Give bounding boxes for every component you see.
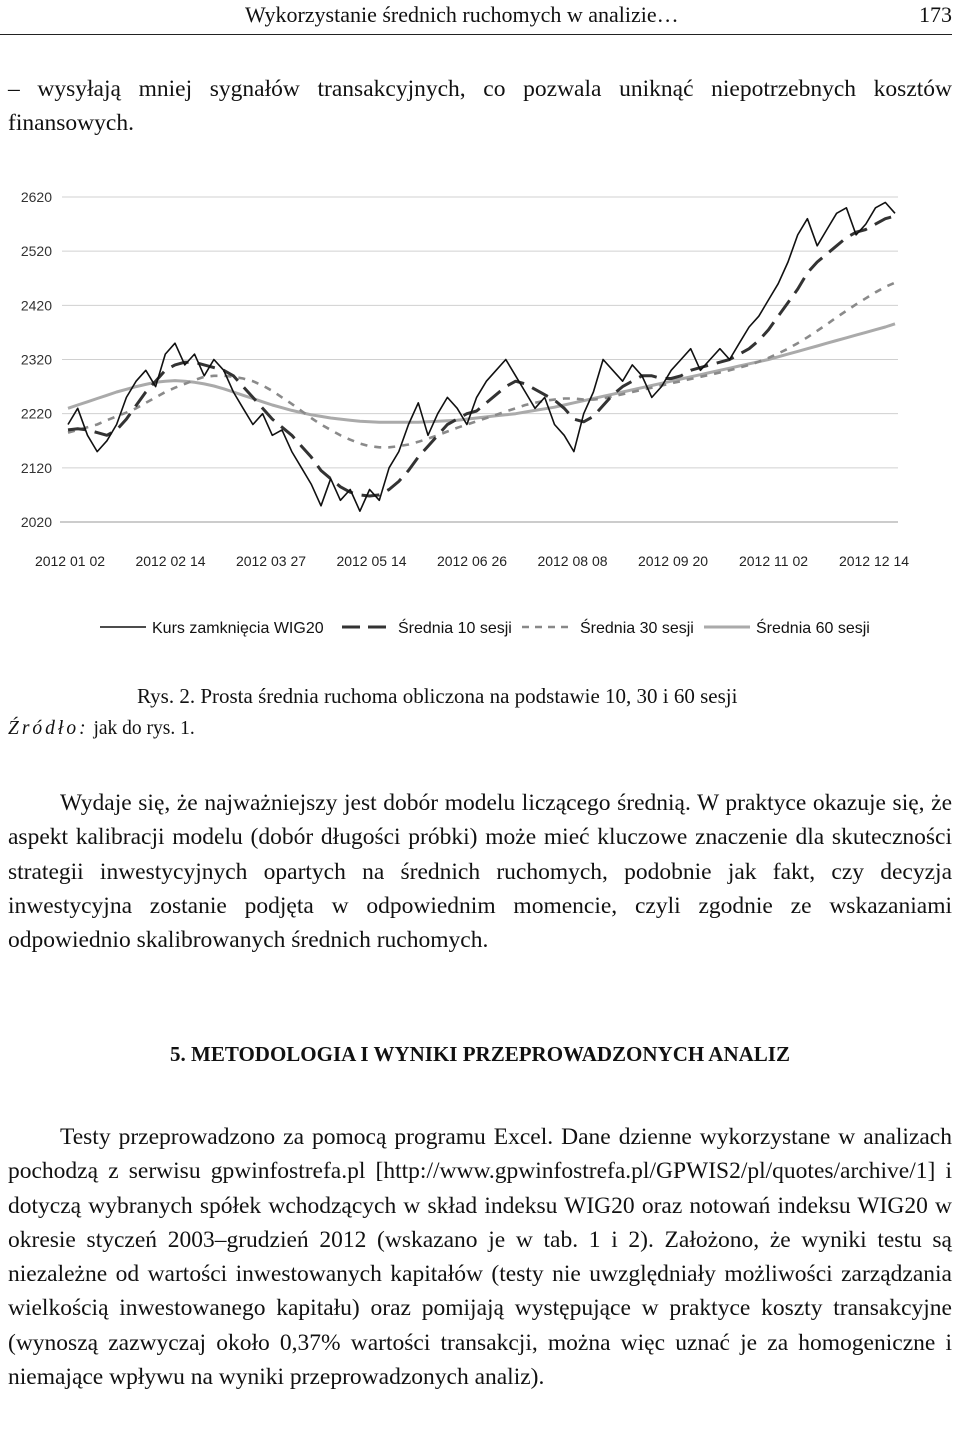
legend-label-sma60: Średnia 60 sesji [756, 620, 870, 637]
page-number: 173 [919, 2, 952, 27]
chart-legend [100, 618, 870, 637]
running-header [0, 0, 952, 35]
paragraph-1 [8, 786, 952, 957]
legend-label-sma30: Średnia 30 sesji [580, 620, 694, 637]
x-axis [35, 553, 909, 569]
x-tick-label: 2012 11 02 [738, 553, 809, 569]
source-text: jak do rys. 1. [88, 718, 195, 739]
section-heading: 5. METODOLOGIA I WYNIKI PRZEPROWADZONYCH ANALIZ [170, 1042, 790, 1066]
y-tick-label: 2320 [20, 351, 52, 368]
figure-caption: Rys. 2. Prosta średnia ruchoma obliczona na podstawie 10, 30 i 60 sesji [137, 684, 738, 708]
x-tick-label: 2012 01 02 [34, 553, 106, 569]
y-tick-label: 2620 [20, 189, 52, 205]
source-label: Źródło: [8, 718, 89, 739]
y-tick-label: 2520 [20, 243, 52, 260]
legend-label-close: Kurs zamknięcia WIG20 [152, 620, 324, 637]
y-tick-label: 2020 [20, 514, 52, 530]
x-tick-label: 2012 06 26 [436, 553, 508, 569]
y-tick-label: 2220 [20, 405, 52, 422]
series-lines [68, 202, 895, 511]
y-tick-label: 2120 [20, 459, 52, 476]
running-title: Wykorzystanie średnich ruchomych w analizie… [245, 2, 679, 27]
paragraph-1-text: Wydaje się, że najważniejszy jest dobór modelu liczącego średnią. W praktyce okazuje się, że aspekt kalibracji modelu (dobór długości próbki) może mieć kluczowe znaczenie dla skuteczności strategii inwestycyjnych opartych na średnich ruchomych, podobnie jak fakt, czy decyzja inwestycyjna zostanie podjęta w odpowiednim momencie, czyli zgodnie ze wskazaniami odpowiednio skalibrowanych średnich ruchomych. [8, 790, 952, 954]
moving-average-chart [0, 180, 960, 660]
y-tick-label: 2420 [20, 297, 52, 314]
series-line-sma60 [68, 324, 895, 423]
paragraph-2 [8, 1120, 952, 1394]
figure-source [8, 718, 195, 740]
series-line-sma30 [68, 283, 895, 448]
paragraph-2-text: Testy przeprowadzono za pomocą programu Excel. Dane dzienne wykorzystane w analizach pochodzą z serwisu gpwinfostrefa.pl [http://www.gpwinfostrefa.pl/GPWIS2/pl/quotes/archive/1] i dotyczą wybranych spółek wchodzących w skład indeksu WIG20 oraz notowań indeksu WIG20 w okresie styczeń 2003–grudzień 2012 (wskazano je w tab. 1 i 2). Założono, że wyniki testu są niezależne od wartości inwestowanych kapitałów (testy nie uwzględniały możliwości zarządzania wielkością inwestowanego kapitału) oraz pomijają występujące w praktyce koszty transakcyjne (wynoszą zazwyczaj około 0,37% wartości transakcji, można więc uznać je za homogeniczne i niemające wpływu na wyniki przeprowadzonych analiz). [8, 1124, 952, 1391]
x-tick-label: 2012 09 20 [637, 553, 709, 569]
x-tick-label: 2012 12 14 [838, 553, 910, 569]
x-tick-label: 2012 05 14 [336, 553, 407, 569]
intro-paragraph: – wysyłają mniej sygnałów transakcyjnych, co pozwala uniknąć niepotrzebnych kosztów finansowych. [8, 76, 952, 136]
x-tick-label: 2012 02 14 [135, 553, 206, 569]
legend-label-sma10: Średnia 10 sesji [398, 620, 512, 637]
x-tick-label: 2012 03 27 [235, 553, 307, 569]
x-tick-label: 2012 08 08 [537, 553, 608, 569]
